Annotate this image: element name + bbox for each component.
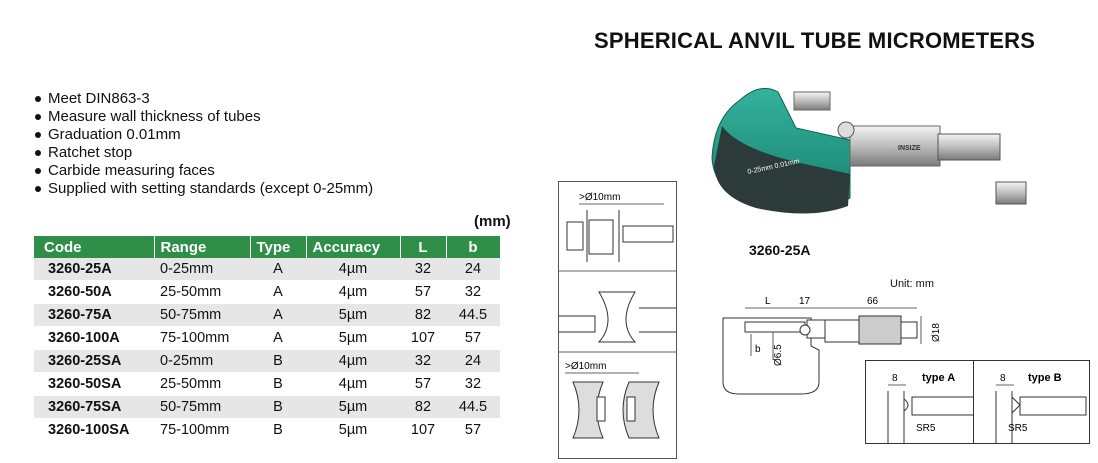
cell-l: 57 <box>400 281 446 304</box>
cell-accuracy: 4µm <box>306 350 400 373</box>
cell-code: 3260-25A <box>34 258 154 281</box>
cell-range: 75-100mm <box>154 419 250 442</box>
header-range: Range <box>154 236 250 258</box>
photo-brand: INSIZE <box>898 145 921 152</box>
anvil-diagram <box>558 181 677 459</box>
table-row <box>34 304 500 327</box>
cell-type: A <box>250 258 306 281</box>
header-l: L <box>400 236 446 258</box>
feature-item: Graduation 0.01mm <box>34 126 373 144</box>
cell-code: 3260-100A <box>34 327 154 350</box>
table-row <box>34 373 500 396</box>
table-row <box>34 258 500 281</box>
cell-code: 3260-50SA <box>34 373 154 396</box>
page-title: SPHERICAL ANVIL TUBE MICROMETERS <box>594 28 1036 53</box>
cell-accuracy: 4µm <box>306 281 400 304</box>
cell-code: 3260-100SA <box>34 419 154 442</box>
cell-l: 82 <box>400 304 446 327</box>
cell-l: 107 <box>400 327 446 350</box>
dim-d18: Ø18 <box>931 323 942 342</box>
cell-type: A <box>250 327 306 350</box>
table-row <box>34 396 500 419</box>
type-a-dim: 8 <box>892 373 898 384</box>
type-b-dim: 8 <box>1000 373 1006 384</box>
cell-l: 57 <box>400 373 446 396</box>
cell-range: 0-25mm <box>154 350 250 373</box>
cell-range: 25-50mm <box>154 373 250 396</box>
table-row <box>34 419 500 442</box>
cell-code: 3260-75SA <box>34 396 154 419</box>
cell-l: 107 <box>400 419 446 442</box>
cell-b: 24 <box>446 350 500 373</box>
dim-b: b <box>755 344 761 355</box>
header-type: Type <box>250 236 306 258</box>
cell-type: A <box>250 304 306 327</box>
table-row <box>34 350 500 373</box>
table-row <box>34 327 500 350</box>
cell-b: 24 <box>446 258 500 281</box>
anvil-top-label: >Ø10mm <box>579 192 621 203</box>
cell-range: 0-25mm <box>154 258 250 281</box>
cell-type: A <box>250 281 306 304</box>
photo-frame-text: 0-25mm 0.01mm <box>746 158 801 176</box>
cell-l: 32 <box>400 350 446 373</box>
type-a-radius: SR5 <box>916 423 936 434</box>
type-a-label: type A <box>922 372 956 384</box>
cell-range: 25-50mm <box>154 281 250 304</box>
cell-l: 82 <box>400 396 446 419</box>
type-b-graphic <box>974 361 1089 443</box>
table-row <box>34 281 500 304</box>
cell-code: 3260-50A <box>34 281 154 304</box>
cell-code: 3260-25SA <box>34 350 154 373</box>
cell-accuracy: 4µm <box>306 258 400 281</box>
type-a-detail <box>865 360 982 444</box>
table-header-row <box>34 236 500 258</box>
feature-item: Supplied with setting standards (except 0-25mm) <box>34 180 373 198</box>
feature-item: Ratchet stop <box>34 144 373 162</box>
cell-accuracy: 5µm <box>306 396 400 419</box>
dim-66: 66 <box>867 296 879 307</box>
feature-item: Meet DIN863-3 <box>34 90 373 108</box>
anvil-diagram-graphic <box>559 182 676 458</box>
dim-17: 17 <box>799 296 811 307</box>
cell-type: B <box>250 373 306 396</box>
cell-type: B <box>250 350 306 373</box>
cell-code: 3260-75A <box>34 304 154 327</box>
anvil-bottom-label: >Ø10mm <box>565 361 607 372</box>
cell-range: 50-75mm <box>154 396 250 419</box>
cell-l: 32 <box>400 258 446 281</box>
cell-type: B <box>250 419 306 442</box>
cell-b: 44.5 <box>446 396 500 419</box>
type-a-graphic <box>866 361 981 443</box>
header-b: b <box>446 236 500 258</box>
micrometer-photo <box>700 78 1030 228</box>
cell-accuracy: 4µm <box>306 373 400 396</box>
photo-caption: 3260-25A <box>749 242 811 258</box>
cell-b: 44.5 <box>446 304 500 327</box>
dim-d65: Ø6.5 <box>773 344 784 366</box>
cell-accuracy: 5µm <box>306 304 400 327</box>
cell-type: B <box>250 396 306 419</box>
cell-accuracy: 5µm <box>306 419 400 442</box>
header-code: Code <box>34 236 154 258</box>
drawing-unit-label: Unit: mm <box>890 278 934 290</box>
feature-list <box>34 90 373 198</box>
feature-item: Measure wall thickness of tubes <box>34 108 373 126</box>
cell-range: 75-100mm <box>154 327 250 350</box>
table-unit: (mm) <box>474 213 511 230</box>
dim-l: L <box>765 296 771 307</box>
cell-b: 57 <box>446 419 500 442</box>
type-b-radius: SR5 <box>1008 423 1028 434</box>
type-b-detail <box>973 360 1090 444</box>
cell-b: 32 <box>446 373 500 396</box>
header-accuracy: Accuracy <box>306 236 400 258</box>
type-b-label: type B <box>1028 372 1062 384</box>
cell-accuracy: 5µm <box>306 327 400 350</box>
cell-range: 50-75mm <box>154 304 250 327</box>
cell-b: 57 <box>446 327 500 350</box>
feature-item: Carbide measuring faces <box>34 162 373 180</box>
cell-b: 32 <box>446 281 500 304</box>
spec-table <box>34 236 501 442</box>
